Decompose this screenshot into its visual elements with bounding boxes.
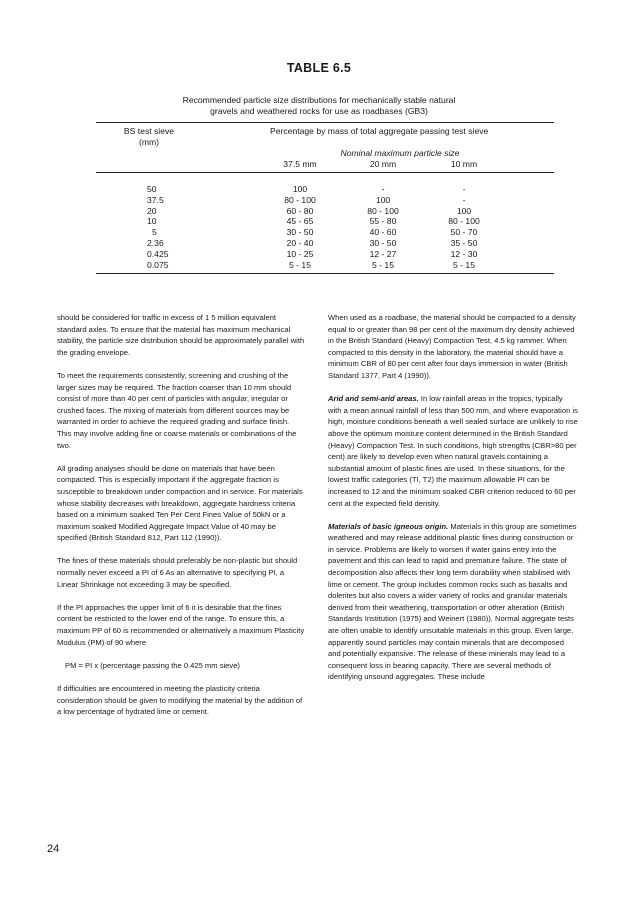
table-cell: 20 - 40 [286, 237, 314, 248]
table-cell: - [381, 184, 385, 194]
table-cell: 10 - 25 [286, 248, 314, 259]
table-cell: - [462, 184, 466, 194]
table-cell: 12 - 30 [450, 248, 478, 259]
percent-passing-header: Percentage by mass of total aggregate passing test sieve [270, 126, 489, 136]
nominal-size-header: Nominal maximum particle size [340, 148, 460, 158]
table-bottom-rule [96, 273, 554, 274]
size-header-20: 20 mm [369, 159, 397, 169]
caption-line-2: gravels and weathered rocks for use as roadbases (GB3) [210, 106, 428, 116]
sieve-header-line-1: BS test sieve [123, 126, 175, 136]
section-heading-arid: Arid and semi-arid areas. [328, 394, 419, 404]
paragraph-text: Materials in this group are sometimes weathered and may release additional plastic fines during construction or in service. Problems are likely to worsen if water gains entry into the pavement and this can lead to rapid and premature failure. The state of decomposition also affects their long term durability when stabilised with lime or cement. The group includes common rocks such as basalts and dolerites but also covers a wider variety of rocks and granular materials derived from their weathering, transportation or other alteration (British Standards Institution (1975) and Weinert (1980)). Normal aggregate tests are often unable to identify unsuitable materials in this group. Even large, apparently sound particles may contain minerals that are decomposed and potentially expansive. The release of these minerals may lead to a consequent loss in bearing capacity. There are several methods of identifying unsound aggregates. These include [328, 521, 577, 682]
paragraph [328, 521, 578, 683]
paragraph: When used as a roadbase, the material should be compacted to a density equal to or greater than 98 per cent of the maximum dry density achieved in the British Standard (Heavy) Compaction Test, 4.5 kg rammer. When compacted to this density in the laboratory, the material should have a minimum CBR of 80 per cent after four days immersion in water (British Standard 1377, Part 4 (1990)). [328, 313, 576, 380]
table-cell: 80 - 100 [367, 205, 399, 216]
table-cell: 100 [456, 205, 472, 216]
table-cell: 0.425 [147, 248, 169, 259]
table-cell: 30 - 50 [369, 237, 397, 248]
paragraph-text: In low rainfall areas in the tropics, typically with a mean annual rainfall of less than 500 mm, and where evaporation is high, moisture conditions beneath a well sealed surface are unlikely to rise above the optimum moisture content determined in the British Standard (Heavy) Compaction Test. In such conditions, high strengths (CBR>80 per cent) are likely to develop even when natural gravels containing a substantial amount of plastic fines are used. In these situations, for the lowest traffic categories (TI, T2) the maximum allowable PI can be increased to 12 and the minimum soaked CBR criterion reduced to 60 per cent at the expected field density. [328, 394, 578, 508]
table-cell: 5 - 15 [289, 259, 311, 270]
sieve-header-line-2: (mm) [138, 137, 160, 147]
paragraph: The fines of these materials should preferably be non-plastic but should normally never exceed a PI of 6 As an alternative to specifying PI, a Linear Shrinkage not exceeding 3 may be specified. [57, 556, 298, 589]
paragraph: If the PI approaches the upper limit of 6 it is desirable that the fines content be restricted to the lower end of the range. To ensure this, a maximum PP of 60 is recommended or alternatively a maximum Plasticity Modulus (PM) of 90 where [57, 602, 305, 647]
table-cell: 40 - 60 [369, 227, 397, 238]
sieve-column-header [96, 126, 202, 148]
paragraph: All grading analyses should be done on materials that have been compacted. This is especially important if the aggregate fraction is susceptible to breakdown under compaction and in service. For materials whose stability decreases with breakdown, aggregate hardness criteria based on a minimum soaked Ten Per Cent Fines Value of 50kN or a maximum soaked Modified Aggregate Impact Value of 40 may be specified (British Standard 812, Part 112 (1990)). [57, 463, 303, 543]
column-10-mm [424, 184, 504, 270]
section-heading-igneous: Materials of basic igneous origin. [328, 521, 449, 531]
table-cell: 50 [147, 184, 157, 194]
paragraph [328, 393, 578, 509]
table-title: TABLE 6.5 [286, 61, 352, 75]
table-cell: 80 - 100 [284, 194, 316, 205]
right-text-column [328, 312, 578, 695]
table-cell: 80 - 100 [448, 216, 480, 227]
table-cell: 45 - 65 [286, 216, 314, 227]
table-cell: 60 - 80 [286, 205, 314, 216]
column-37-5-mm [260, 184, 340, 270]
table-cell: 2.36 [147, 237, 164, 248]
column-20-mm [343, 184, 423, 270]
table-cell: 35 - 50 [450, 237, 478, 248]
sieve-size-column [147, 184, 207, 270]
table-cell: 5 - 15 [453, 259, 475, 270]
page-number: 24 [47, 843, 60, 855]
table-cell: 100 [292, 184, 308, 194]
caption-line-1: Recommended particle size distributions for mechanically stable natural [182, 95, 456, 105]
table-cell: 50 - 70 [450, 227, 478, 238]
size-header-10: 10 mm [450, 159, 478, 169]
table-cell: 0.075 [147, 259, 169, 270]
table-cell: 20 [147, 205, 157, 216]
table-cell: 55 - 80 [369, 216, 397, 227]
left-text-column [57, 312, 305, 729]
table-cell: 100 [375, 194, 391, 205]
table-cell: 5 [152, 227, 157, 238]
paragraph: To meet the requirements consistently, screening and crushing of the larger sizes may be required. The fraction coarser than 10 mm should consist of more than 40 per cent of particles with angular, irregular or crushed faces. The mixing of materials from different sources may be warranted in order to achieve the required grading and surface finish. This may involve adding fine or coarse materials or combinations of the two. [57, 370, 297, 450]
plasticity-modulus-equation: PM = PI x (percentage passing the 0.425 mm sieve) [65, 660, 240, 670]
size-header-37-5: 37.5 mm [283, 159, 317, 169]
table-cell: 10 [147, 216, 157, 227]
paragraph: If difficulties are encountered in meeting the plasticity criteria consideration should be given to modifying the material by the addition of a low percentage of hydrated lime or cement. [57, 684, 303, 717]
table-header-rule [96, 172, 554, 173]
table-cell: 12 - 27 [369, 248, 397, 259]
table-cell: - [462, 194, 466, 205]
table-caption [0, 95, 638, 117]
table-top-rule [96, 122, 554, 123]
table-cell: 37.5 [147, 194, 164, 205]
table-cell: 30 - 50 [286, 227, 314, 238]
paragraph: should be considered for traffic in excess of 1 5 million equivalent standard axles. To ensure that the material has maximum mechanical stability, the particle size distribution should be approximately parallel with the grading envelope. [57, 313, 305, 357]
table-cell: 5 - 15 [372, 259, 394, 270]
